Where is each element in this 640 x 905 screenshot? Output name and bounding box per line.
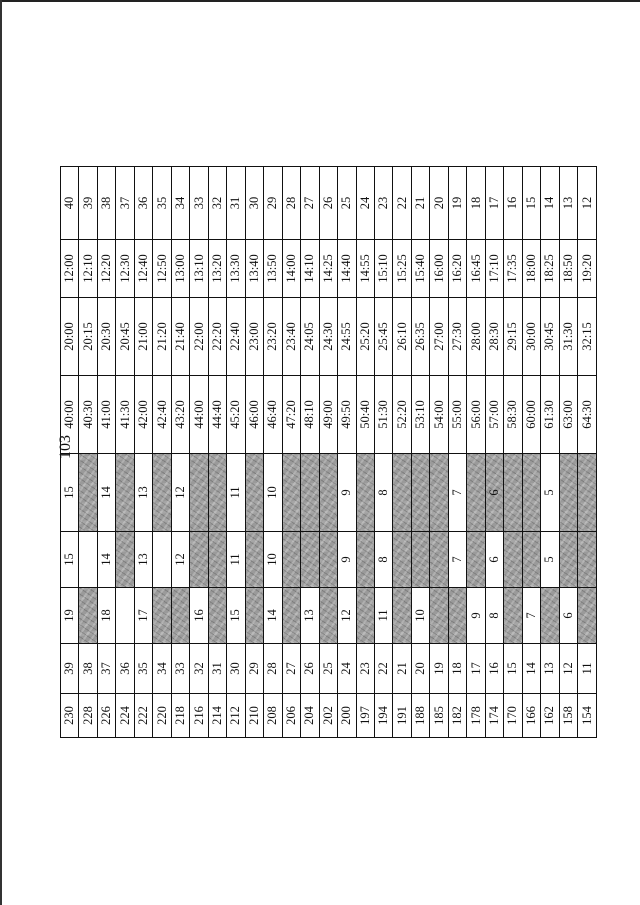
table-cell: 32:15	[578, 298, 597, 376]
table-cell: 26:10	[393, 298, 411, 376]
table-cell	[319, 588, 337, 644]
table-cell: 18:00	[522, 240, 540, 298]
table-cell	[301, 454, 319, 532]
table-cell	[79, 454, 97, 532]
table-cell	[282, 588, 300, 644]
table-row	[134, 167, 152, 738]
table-cell: 16	[504, 167, 522, 240]
table-cell: 12	[171, 454, 189, 532]
table-cell	[208, 454, 226, 532]
table-cell: 226	[97, 694, 115, 738]
table-cell: 12	[578, 167, 597, 240]
table-row	[374, 167, 392, 738]
table-cell: 197	[356, 694, 374, 738]
table-cell: 41:00	[97, 376, 115, 454]
table-row	[264, 167, 282, 738]
table-cell: 49:00	[319, 376, 337, 454]
table-cell: 8	[374, 454, 392, 532]
table-cell: 5	[541, 454, 559, 532]
table-cell: 11	[227, 532, 245, 588]
table-cell: 170	[504, 694, 522, 738]
table-cell: 33	[190, 167, 208, 240]
table-cell: 185	[430, 694, 448, 738]
table-cell: 45:20	[227, 376, 245, 454]
table-cell: 13:00	[171, 240, 189, 298]
table-cell	[559, 532, 577, 588]
table-cell: 24	[338, 644, 356, 694]
table-cell: 7	[448, 532, 466, 588]
table-cell: 158	[559, 694, 577, 738]
table-cell: 17	[134, 588, 152, 644]
table-row	[448, 167, 466, 738]
table-cell: 22	[374, 644, 392, 694]
table-cell	[541, 588, 559, 644]
table-cell: 13:40	[245, 240, 263, 298]
table-cell: 50:40	[356, 376, 374, 454]
table-cell: 16	[190, 588, 208, 644]
table-cell: 32	[190, 644, 208, 694]
table-cell: 22:40	[227, 298, 245, 376]
table-row	[559, 167, 577, 738]
table-cell: 27:00	[430, 298, 448, 376]
table-cell: 51:30	[374, 376, 392, 454]
table-cell: 15	[61, 454, 79, 532]
scan-edge-left	[0, 0, 2, 905]
table-cell: 191	[393, 694, 411, 738]
table-cell: 16	[485, 644, 503, 694]
table-cell: 5	[541, 532, 559, 588]
table-cell	[430, 588, 448, 644]
table-cell	[208, 532, 226, 588]
table-cell: 228	[79, 694, 97, 738]
table-cell: 9	[338, 532, 356, 588]
table-cell: 24	[356, 167, 374, 240]
table-cell: 224	[116, 694, 134, 738]
table-cell	[319, 454, 337, 532]
table-row	[467, 167, 485, 738]
table-cell: 17	[485, 167, 503, 240]
table-row	[430, 167, 448, 738]
table-cell: 11	[374, 588, 392, 644]
table-cell	[208, 588, 226, 644]
table-cell	[356, 454, 374, 532]
table-cell: 204	[301, 694, 319, 738]
table-cell: 24:30	[319, 298, 337, 376]
table-cell: 12:20	[97, 240, 115, 298]
table-cell: 20:30	[97, 298, 115, 376]
table-cell	[430, 454, 448, 532]
table-cell: 40:00	[61, 376, 79, 454]
table-cell: 64:30	[578, 376, 597, 454]
table-cell: 36	[134, 167, 152, 240]
table-cell: 17	[467, 644, 485, 694]
table-cell	[153, 532, 171, 588]
table-cell: 182	[448, 694, 466, 738]
table-cell	[282, 454, 300, 532]
table-cell: 13	[134, 454, 152, 532]
table-row	[319, 167, 337, 738]
table-cell	[301, 532, 319, 588]
table-cell: 42:00	[134, 376, 152, 454]
table-cell: 206	[282, 694, 300, 738]
table-cell: 46:00	[245, 376, 263, 454]
table-cell: 61:30	[541, 376, 559, 454]
table-cell: 15	[227, 588, 245, 644]
table-cell	[522, 532, 540, 588]
table-cell: 25	[338, 167, 356, 240]
table-cell: 18:50	[559, 240, 577, 298]
table-cell: 40	[61, 167, 79, 240]
table-cell: 17:10	[485, 240, 503, 298]
table-cell: 22:20	[208, 298, 226, 376]
table-cell: 41:30	[116, 376, 134, 454]
table-cell: 20	[411, 644, 429, 694]
table-cell: 35	[153, 167, 171, 240]
table-cell: 63:00	[559, 376, 577, 454]
table-cell: 42:40	[153, 376, 171, 454]
table-cell: 44:40	[208, 376, 226, 454]
table-cell: 12	[171, 532, 189, 588]
table-cell: 8	[485, 588, 503, 644]
table-cell	[245, 532, 263, 588]
table-cell: 166	[522, 694, 540, 738]
table-cell: 10	[264, 532, 282, 588]
table-cell: 15:40	[411, 240, 429, 298]
table-cell: 15	[504, 644, 522, 694]
table-cell	[79, 532, 97, 588]
table-cell: 49:50	[338, 376, 356, 454]
table-cell	[356, 588, 374, 644]
table-cell	[467, 454, 485, 532]
table-cell: 7	[522, 588, 540, 644]
table-cell: 21	[411, 167, 429, 240]
table-cell: 22:00	[190, 298, 208, 376]
table-cell: 30:00	[522, 298, 540, 376]
table-row	[208, 167, 226, 738]
table-cell: 21:40	[171, 298, 189, 376]
table-cell: 19:20	[578, 240, 597, 298]
table-cell	[245, 454, 263, 532]
table-cell: 18	[448, 644, 466, 694]
table-cell: 12:50	[153, 240, 171, 298]
table-cell: 20	[430, 167, 448, 240]
table-cell: 20:45	[116, 298, 134, 376]
table-cell: 13	[559, 167, 577, 240]
table-cell: 29	[245, 644, 263, 694]
table-cell: 23	[356, 644, 374, 694]
table-cell: 13:30	[227, 240, 245, 298]
table-cell	[393, 588, 411, 644]
table-cell: 202	[319, 694, 337, 738]
table-cell: 12	[338, 588, 356, 644]
table-cell: 37	[97, 644, 115, 694]
table-cell	[282, 532, 300, 588]
table-cell: 14	[97, 532, 115, 588]
table-row	[411, 167, 429, 738]
table-cell	[79, 588, 97, 644]
table-cell: 23	[374, 167, 392, 240]
table-cell: 29	[264, 167, 282, 240]
table-cell: 9	[338, 454, 356, 532]
table-cell: 12:30	[116, 240, 134, 298]
table-cell: 14	[97, 454, 115, 532]
table-cell: 14:25	[319, 240, 337, 298]
table-cell	[153, 588, 171, 644]
table-cell: 222	[134, 694, 152, 738]
table-cell: 23:40	[282, 298, 300, 376]
table-cell: 30	[227, 644, 245, 694]
table-cell: 14	[522, 644, 540, 694]
table-cell: 17:35	[504, 240, 522, 298]
table-cell	[504, 588, 522, 644]
table-cell	[411, 532, 429, 588]
table-cell: 22	[393, 167, 411, 240]
table-cell: 212	[227, 694, 245, 738]
table-cell: 13	[541, 644, 559, 694]
table-cell: 214	[208, 694, 226, 738]
table-row	[541, 167, 559, 738]
table-cell: 28:30	[485, 298, 503, 376]
table-cell: 14	[541, 167, 559, 240]
table-cell	[319, 532, 337, 588]
table-cell	[559, 454, 577, 532]
table-cell: 178	[467, 694, 485, 738]
table-cell: 30:45	[541, 298, 559, 376]
table-cell	[116, 588, 134, 644]
table-cell: 16:45	[467, 240, 485, 298]
table-cell: 14:00	[282, 240, 300, 298]
table-cell: 28:00	[467, 298, 485, 376]
table-cell: 200	[338, 694, 356, 738]
table-cell: 27	[301, 167, 319, 240]
table-row	[578, 167, 597, 738]
table-cell: 26	[319, 167, 337, 240]
table-row	[356, 167, 374, 738]
table-cell: 37	[116, 167, 134, 240]
table-cell: 20:00	[61, 298, 79, 376]
table-cell: 21:00	[134, 298, 152, 376]
table-cell: 208	[264, 694, 282, 738]
table-row	[485, 167, 503, 738]
table-cell	[448, 588, 466, 644]
table-cell: 30	[245, 167, 263, 240]
table-cell: 188	[411, 694, 429, 738]
table-cell	[190, 532, 208, 588]
table-cell: 40:30	[79, 376, 97, 454]
table-cell	[504, 454, 522, 532]
table-cell: 10	[264, 454, 282, 532]
table-row	[116, 167, 134, 738]
table-cell	[116, 454, 134, 532]
table-cell: 25:45	[374, 298, 392, 376]
table-cell: 48:10	[301, 376, 319, 454]
table-cell: 28	[264, 644, 282, 694]
table-cell: 24:55	[338, 298, 356, 376]
table-cell: 25	[319, 644, 337, 694]
table-cell: 6	[559, 588, 577, 644]
table-cell: 14	[264, 588, 282, 644]
table-row	[393, 167, 411, 738]
table-cell: 13:50	[264, 240, 282, 298]
table-cell: 29:15	[504, 298, 522, 376]
table-cell: 60:00	[522, 376, 540, 454]
table-cell: 13:20	[208, 240, 226, 298]
table-cell: 16:00	[430, 240, 448, 298]
table-cell: 216	[190, 694, 208, 738]
table-row	[97, 167, 115, 738]
table-cell: 19	[61, 588, 79, 644]
table-cell: 12:10	[79, 240, 97, 298]
table-cell: 55:00	[448, 376, 466, 454]
table-cell: 11	[227, 454, 245, 532]
table-row	[190, 167, 208, 738]
scan-edge-top	[0, 0, 640, 2]
table-cell: 10	[411, 588, 429, 644]
table-cell	[190, 454, 208, 532]
table-cell: 47:20	[282, 376, 300, 454]
table-cell	[522, 454, 540, 532]
table-cell: 11	[578, 644, 597, 694]
table-cell: 38	[97, 167, 115, 240]
table-cell: 6	[485, 532, 503, 588]
table-cell	[356, 532, 374, 588]
table-cell: 43:20	[171, 376, 189, 454]
table-cell: 18	[97, 588, 115, 644]
table-cell: 218	[171, 694, 189, 738]
table-cell: 15	[61, 532, 79, 588]
table-cell: 7	[448, 454, 466, 532]
table-row	[504, 167, 522, 738]
table-cell: 52:20	[393, 376, 411, 454]
table-row	[301, 167, 319, 738]
table-cell: 14:55	[356, 240, 374, 298]
table-cell: 194	[374, 694, 392, 738]
table-row	[227, 167, 245, 738]
table-cell	[430, 532, 448, 588]
table-cell: 9	[467, 588, 485, 644]
table-cell	[393, 454, 411, 532]
table-cell: 53:10	[411, 376, 429, 454]
table-cell: 21:20	[153, 298, 171, 376]
score-table	[60, 166, 597, 738]
table-cell: 31:30	[559, 298, 577, 376]
table-cell: 13	[134, 532, 152, 588]
table-cell	[578, 532, 597, 588]
table-cell: 18:25	[541, 240, 559, 298]
table-cell: 15	[522, 167, 540, 240]
table-cell	[504, 532, 522, 588]
table-row	[338, 167, 356, 738]
table-cell: 19	[448, 167, 466, 240]
table-cell: 46:40	[264, 376, 282, 454]
table-cell: 34	[171, 167, 189, 240]
table-cell: 13:10	[190, 240, 208, 298]
table-cell: 19	[430, 644, 448, 694]
table-cell: 210	[245, 694, 263, 738]
table-cell: 38	[79, 644, 97, 694]
table-cell: 33	[171, 644, 189, 694]
table-cell: 24:05	[301, 298, 319, 376]
table-cell	[153, 454, 171, 532]
table-cell: 25:20	[356, 298, 374, 376]
table-cell: 31	[227, 167, 245, 240]
table-cell: 15:25	[393, 240, 411, 298]
score-table-body	[61, 167, 597, 738]
table-row	[171, 167, 189, 738]
table-cell: 18	[467, 167, 485, 240]
table-cell: 14:10	[301, 240, 319, 298]
table-cell: 14:40	[338, 240, 356, 298]
table-cell: 28	[282, 167, 300, 240]
table-cell: 15:10	[374, 240, 392, 298]
table-cell: 26:35	[411, 298, 429, 376]
table-cell	[578, 454, 597, 532]
table-cell: 26	[301, 644, 319, 694]
table-cell	[411, 454, 429, 532]
table-cell: 21	[393, 644, 411, 694]
table-cell	[171, 588, 189, 644]
table-cell: 54:00	[430, 376, 448, 454]
score-table-container	[60, 167, 597, 738]
table-cell: 32	[208, 167, 226, 240]
table-cell: 44:00	[190, 376, 208, 454]
table-cell: 23:00	[245, 298, 263, 376]
table-cell: 20:15	[79, 298, 97, 376]
table-cell: 6	[485, 454, 503, 532]
table-cell	[578, 588, 597, 644]
table-cell: 174	[485, 694, 503, 738]
table-cell: 13	[301, 588, 319, 644]
page-number: 103	[57, 435, 74, 459]
table-cell: 34	[153, 644, 171, 694]
table-cell: 162	[541, 694, 559, 738]
table-cell: 31	[208, 644, 226, 694]
table-cell: 12:40	[134, 240, 152, 298]
table-row	[522, 167, 540, 738]
table-cell: 230	[61, 694, 79, 738]
table-cell	[116, 532, 134, 588]
table-row	[282, 167, 300, 738]
table-cell: 39	[79, 167, 97, 240]
table-cell: 8	[374, 532, 392, 588]
table-cell: 16:20	[448, 240, 466, 298]
table-cell: 27:30	[448, 298, 466, 376]
table-cell: 35	[134, 644, 152, 694]
table-row	[61, 167, 79, 738]
table-cell: 57:00	[485, 376, 503, 454]
table-cell: 58:30	[504, 376, 522, 454]
table-row	[153, 167, 171, 738]
table-row	[245, 167, 263, 738]
table-cell	[393, 532, 411, 588]
table-cell: 56:00	[467, 376, 485, 454]
table-cell: 27	[282, 644, 300, 694]
table-cell: 39	[61, 644, 79, 694]
table-cell: 12:00	[61, 240, 79, 298]
table-cell	[245, 588, 263, 644]
table-cell: 36	[116, 644, 134, 694]
table-cell: 220	[153, 694, 171, 738]
table-row	[79, 167, 97, 738]
table-cell	[467, 532, 485, 588]
table-cell: 23:20	[264, 298, 282, 376]
table-cell: 12	[559, 644, 577, 694]
table-cell: 154	[578, 694, 597, 738]
